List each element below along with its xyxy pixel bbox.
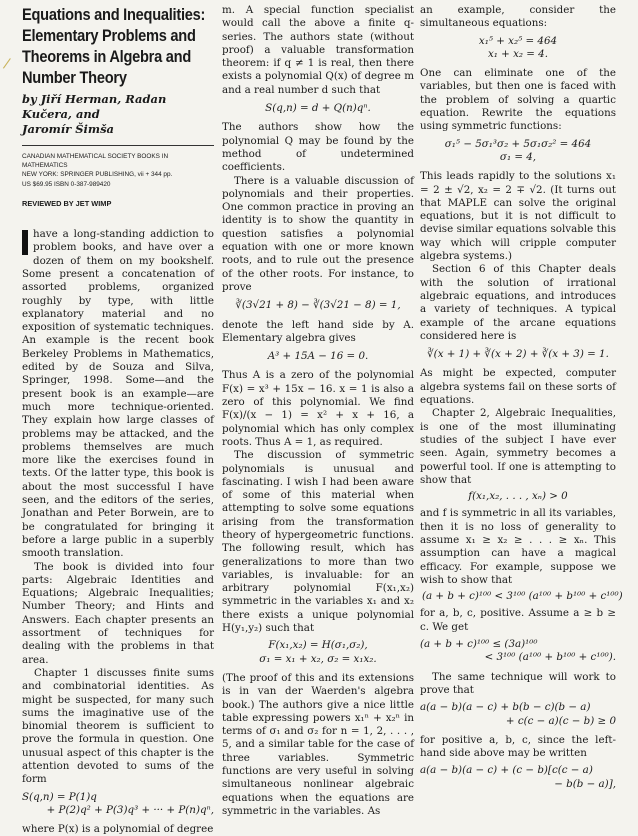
paragraph: and f is symmetric in all its variables, then it is no loss of generality to assume x₁ ≥ x₂ ≥ . . . ≥ xₙ. This assumption can have a magical efficacy. For example, suppose we wish to show that: [420, 507, 616, 586]
publisher-line: CANADIAN MATHEMATICAL SOCIETY BOOKS IN: [22, 153, 169, 160]
equation: S(q,n) = d + Q(n)qⁿ.: [265, 102, 371, 115]
book-authors: [22, 92, 214, 137]
paragraph: Thus A is a zero of the polynomial F(x) = x³ + 15x − 16. x = 1 is also a zero of this polynomial. We find F(x)/(x − 1) = x² + x + 16, a polynomial which has only complex roots. Thus A = 1, as required.: [222, 369, 414, 448]
equation-line: σ₁ = x₁ + x₂, σ₂ = x₁x₂.: [259, 652, 377, 665]
equation: [222, 639, 414, 666]
equation-line: a(a − b)(a − c) + (c − b)[c(c − a): [420, 764, 593, 777]
paragraph: One can eliminate one of the variables, but then one is faced with the problem of solving a quartic equation. Rewrite the equations using symmetric functions:: [420, 67, 616, 133]
equation-line: F(x₁,x₂) = H(σ₁,σ₂),: [268, 639, 368, 652]
paragraph: (The proof of this and its extensions is in van der Waerden's algebra book.) The authors give a nice little table expressing powers x₁ⁿ + x₂ⁿ in terms of σ₁ and σ₂ for n = 1, 2, . . . , 5, and a similar table for the case of three variables. Symmetric functions are very useful in solving simultaneous nonlinear algebraic equations when the equations are symmetric in the variables. As: [222, 671, 414, 817]
equation-line: σ₁⁵ − 5σ₁³σ₂ + 5σ₁σ₂² = 464: [444, 137, 592, 150]
authors-line: Jaromír Šimša: [22, 122, 114, 136]
equation-line: a(a − b)(a − c) + b(b − c)(b − a): [420, 701, 591, 714]
title-line: Elementary Problems and: [22, 26, 196, 45]
equation: A³ + 15A − 16 = 0.: [267, 350, 369, 363]
equation-line: < 3¹⁰⁰ (a¹⁰⁰ + b¹⁰⁰ + c¹⁰⁰).: [484, 651, 616, 664]
paragraph: The book is divided into four parts: Algebraic Identities and Equations; Algebraic Inequalities; Number Theory; and Hints and Answers. Each chapter presents an assortment of techniques for dealing with the problems in that area.: [22, 560, 214, 666]
paragraph: The discussion of symmetric polynomials is unusual and fascinating. I wish I had been aware of some of this material when attempting to solve some equations arising from the transformation theory of hypergeometric functions. The following result, which has generalizations to more than two variables, is invaluable: for an arbitrary polynomial F(x₁,x₂) symmetric in the variables x₁ and x₂ there exists a unique polynomial H(y₁,y₂) such that: [222, 449, 414, 635]
equation-line: − b(b − a)],: [554, 777, 616, 790]
equation-line: (a + b + c)¹⁰⁰ ≤ (3a)¹⁰⁰: [420, 638, 538, 651]
equation-line: x₁⁵ + x₂⁵ = 464: [478, 34, 558, 47]
publisher-line: MATHEMATICS: [22, 162, 68, 170]
title-line: Number Theory: [22, 68, 127, 87]
paragraph: Chapter 2, Algebraic Inequalities, is one of the most illuminating studies of the subject I have ever seen. Again, symmetry becomes a powerful tool. If one is attempting to show that: [420, 407, 616, 486]
paragraph: There is a valuable discussion of polynomials and their properties. One common practice in proving an identity is to show the quantity in question satisfies a polynomial equation with one or more known roots, and to rule out the presence of the other roots. For instance, to prove: [222, 174, 414, 293]
equation: ∛(3√21 + 8) − ∛(3√21 − 8) = 1,: [235, 299, 401, 312]
publisher-line: NEW YORK: SPRINGER PUBLISHING, vii + 344 pp.: [22, 171, 173, 179]
authors-line: by Jiří Herman, Radan Kučera, and: [22, 92, 167, 121]
paragraph: Chapter 1 discusses finite sums and combinatorial identities. As might be suspected, for many such sums the imaginative use of the binomial theorem is sufficient to prove the formula in question. One unusual aspect of this chapter is the attention devoted to sums of the form: [22, 666, 214, 786]
paragraph: The authors show how the polynomial Q may be found by the method of undetermined coefficients.: [222, 121, 414, 174]
drop-cap-i: [22, 230, 28, 255]
paragraph: m. A special function specialist would call the above a finite q-series. The authors state (without proof) a valuable transformation theorem: if q ≠ 1 is real, then there exists a polynomial Q(x) of degree m and a real number d such that: [222, 4, 414, 96]
paragraph: Section 6 of this Chapter deals with the solution of irrational algebraic equations, and introduces a variety of techniques. A typical example of the arcane equations considered here is: [420, 263, 616, 342]
equation: [22, 791, 214, 818]
equation-line: + P(2)q² + P(3)q³ + ··· + P(n)qⁿ,: [46, 803, 214, 816]
paragraph: an example, consider the simultaneous equations:: [420, 4, 616, 30]
equation: (a + b + c)¹⁰⁰ < 3¹⁰⁰ (a¹⁰⁰ + b¹⁰⁰ + c¹⁰⁰): [422, 590, 623, 603]
paragraph: [22, 228, 214, 560]
paragraph: This leads rapidly to the solutions x₁ = 2 ± √2, x₂ = 2 ∓ √2. (It turns out that MAPLE can solve the original equations, but it is not difficult to devise similar equations solvable this way which will cripple computer algebra systems.): [420, 170, 616, 263]
divider: [22, 145, 214, 146]
publisher-line: US $69.95 ISBN 0-387-989420: [22, 180, 111, 188]
title-line: Theorems in Algebra and: [22, 47, 192, 66]
equation: [420, 701, 616, 728]
paragraph-text: have a long-standing addiction to problem books, and have over a dozen of them on my bookshelf. Some present a concatenation of assorted problems, organized roughly by type, with little explanatory material and no exposition of systematic techniques. An example is the recent book Berkeley Problems in Mathematics, edited by de Souza and Silva, Springer, 1998. Some—and the present book is an example—are much more technique-oriented. They explain how large classes of problems may be attacked, and the problems themselves are much more like the exercises found in texts. Of the latter type, this book is about the most successful I have seen, and the editors of the series, Jonathan and Peter Borwein, are to be congratulated for bringing it before a large public in a superbly smooth translation.: [22, 228, 214, 560]
publisher-info: [22, 152, 214, 189]
paragraph: for a, b, c, positive. Assume a ≥ b ≥ c. We get: [420, 607, 616, 633]
book-title: [22, 4, 222, 88]
equation: [420, 638, 616, 665]
equation: [420, 764, 616, 791]
column-1: [22, 4, 214, 836]
equation-line: x₁ + x₂ = 4.: [487, 47, 549, 60]
equation: ∛(x + 1) + ∛(x + 2) + ∛(x + 3) = 1.: [427, 348, 609, 361]
paragraph: for positive a, b, c, since the left-hand side above may be written: [420, 733, 616, 760]
paragraph: denote the left hand side by A. Elementary algebra gives: [222, 318, 414, 344]
equation: f(x₁,x₂, . . . , xₙ) > 0: [468, 490, 568, 503]
equation: [420, 35, 616, 62]
reviewer-credit: REVIEWED BY JET WIMP: [22, 198, 112, 208]
equation-line: S(q,n) = P(1)q: [22, 790, 97, 803]
column-2: [222, 4, 414, 818]
title-line: Equations and Inequalities:: [22, 5, 206, 24]
equation-line: σ₁ = 4,: [499, 150, 537, 163]
paragraph: As might be expected, computer algebra systems fail on these sorts of equations.: [420, 367, 616, 407]
paragraph: The same technique will work to prove that: [420, 670, 616, 696]
equation: [420, 138, 616, 165]
paragraph: where P(x) is a polynomial of degree: [22, 823, 214, 836]
column-3: [420, 4, 623, 797]
margin-mark: /: [1, 55, 12, 73]
equation-line: + c(c − a)(c − b) ≥ 0: [505, 714, 616, 727]
